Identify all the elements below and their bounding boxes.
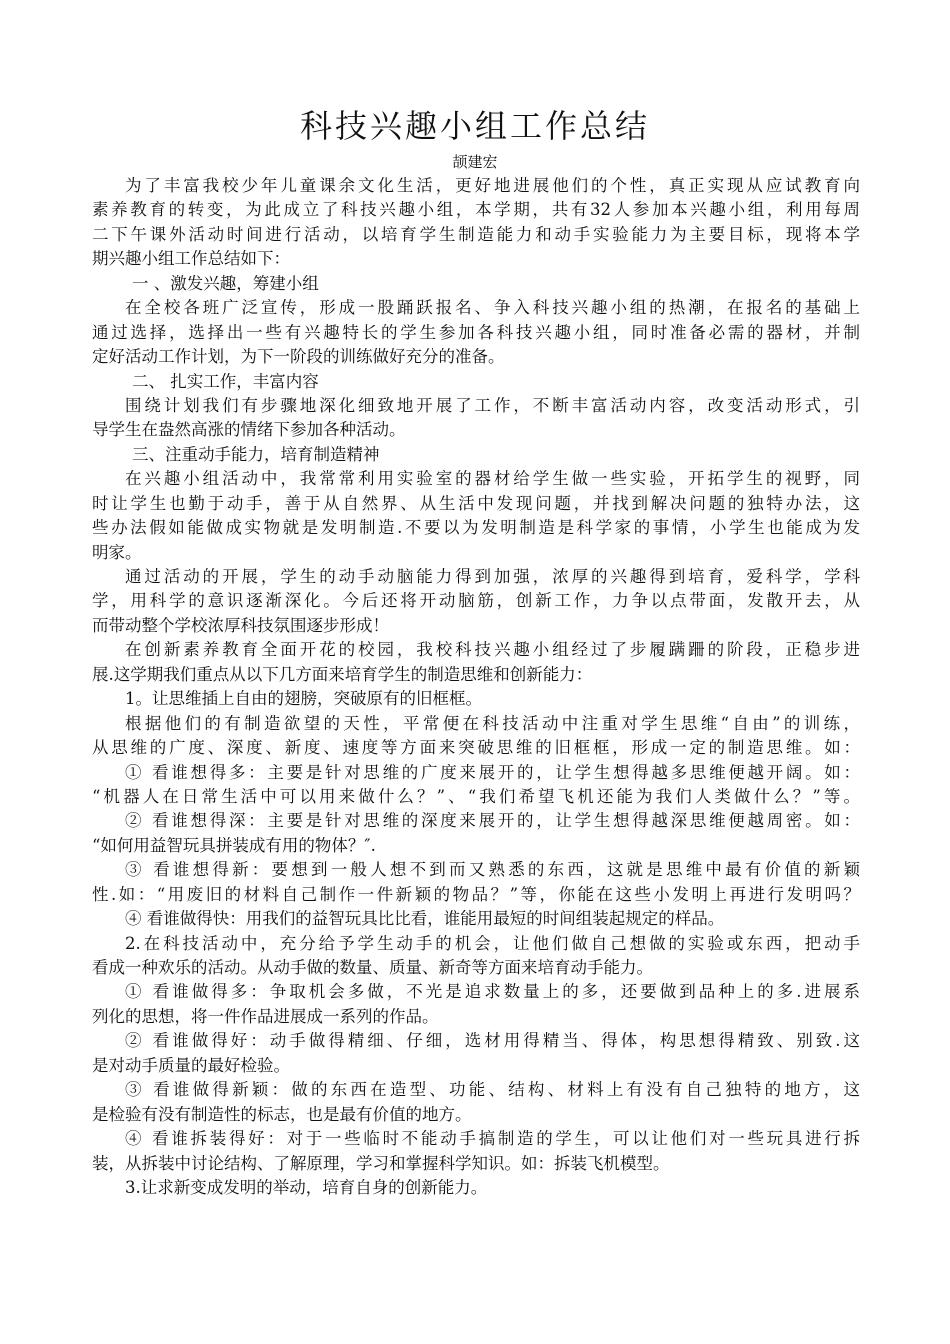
text-line: 一 、激发兴趣，筹建小组: [132, 273, 319, 293]
text-line: 1。让思维插上自由的翅膀，突破原有的旧框框。: [125, 689, 482, 709]
text-line: 性.如：“用废旧的材料自己制作一件新颖的物品？”等，你能在这些小发明上再进行发明吗？: [92, 884, 860, 904]
document-author: 颉建宏: [452, 153, 498, 171]
text-line: 而带动整个学校浓厚科技氛围逐步形成！: [92, 615, 389, 635]
text-line: “如何用益智玩具拼装成有用的物体？″.: [92, 835, 376, 855]
text-line: 定好活动工作计划，为下一阶段的训练做好充分的准备。: [92, 347, 505, 367]
text-line: 在全校各班广泛宣传，形成一股踊跃报名、争入科技兴趣小组的热潮，在报名的基础上: [125, 298, 860, 318]
text-line: 根据他们的有制造欲望的天性，平常便在科技活动中注重对学生思维“自由”的训练，: [125, 713, 860, 733]
text-line: 看成一种欢乐的活动。从动手做的数量、质量、新奇等方面来培育动手能力。: [92, 958, 653, 977]
text-line: ① 看谁做得多：争取机会多做，不光是追求数量上的多，还要做到品种上的多.进展系: [125, 982, 860, 1002]
text-line: 二下午课外活动时间进行活动，以培育学生制造能力和动手实验能力为主要目标，现将本学: [92, 224, 860, 244]
text-line: 通过活动的开展，学生的动手动脑能力得到加强，浓厚的兴趣得到培育，爱科学，学科: [125, 567, 860, 586]
text-line: 在创新素养教育全面开花的校园，我校科技兴趣小组经过了步履蹒跚的阶段，正稳步进: [125, 640, 860, 660]
text-line: 是检验有没有制造性的标志，也是最有价值的地方。: [92, 1104, 472, 1124]
text-line: ④ 看谁拆装得好：对于一些临时不能动手搞制造的学生，可以让他们对一些玩具进行拆: [125, 1129, 860, 1149]
text-line: 为了丰富我校少年儿童课余文化生活，更好地进展他们的个性，真正实现从应试教育向: [125, 176, 860, 195]
text-line: 些办法假如能做成实物就是发明制造.不要以为发明制造是科学家的事情，小学生也能成为发: [92, 518, 860, 538]
text-line: 列化的思想，将一件作品进展成一系列的作品。: [92, 1006, 439, 1026]
text-line: ② 看谁做得好：动手做得精细、仔细，选材用得精当、得体，构思想得精致、别致.这: [125, 1031, 860, 1051]
text-line: 2.在科技活动中，充分给予学生动手的机会，让他们做自己想做的实验或东西，把动手: [125, 933, 860, 953]
text-line: ③ 看谁想得新：要想到一般人想不到而又熟悉的东西，这就是思维中最有价值的新颖: [125, 860, 860, 880]
text-line: 是对动手质量的最好检验。: [92, 1055, 290, 1075]
text-line: 通过选择，选择出一些有兴趣特长的学生参加各科技兴趣小组，同时准备必需的器材，并制: [92, 322, 860, 342]
text-line: 3.让求新变成发明的举动，培育自身的创新能力。: [125, 1177, 488, 1197]
text-line: ④ 看谁做得快：用我们的益智玩具比比看，谁能用最短的时间组装起规定的样品。: [125, 909, 725, 929]
text-line: ① 看谁想得多：主要是针对思维的广度来展开的，让学生想得越多思维便越开阔。如：: [125, 762, 860, 782]
text-line: 期兴趣小组工作总结如下：: [92, 249, 290, 269]
text-line: 围绕计划我们有步骤地深化细致地开展了工作，不断丰富活动内容，改变活动形式，引: [125, 395, 860, 415]
text-line: 在兴趣小组活动中，我常常利用实验室的器材给学生做一些实验，开拓学生的视野，同: [125, 469, 860, 489]
text-line: ③ 看谁做得新颖：做的东西在造型、功能、结构、材料上有没有自己独特的地方，这: [125, 1080, 860, 1100]
text-line: 明家。: [92, 542, 142, 562]
text-line: 二、 扎实工作，丰富内容: [132, 371, 319, 391]
text-line: “机器人在日常生活中可以用来做什么？”、“我们希望飞机还能为我们人类做什么？”等。: [92, 786, 860, 806]
text-line: 装，从拆装中讨论结构、了解原理，学习和掌握科学知识。如：拆装飞机模型。: [92, 1153, 670, 1173]
document-title: 科技兴趣小组工作总结: [299, 107, 650, 145]
text-line: 从思维的广度、深度、新度、速度等方面来突破思维的旧框框，形成一定的制造思维。如：: [92, 738, 860, 758]
text-line: 时让学生也勤于动手，善于从自然界、从生活中发现问题，并找到解决问题的独特办法，这: [92, 493, 860, 513]
text-line: 三、注重动手能力，培育制造精神: [132, 444, 380, 464]
text-line: ② 看谁想得深：主要是针对思维的深度来展开的，让学生想得越深思维便越周密。如：: [125, 811, 860, 831]
text-line: 素养教育的转变，为此成立了科技兴趣小组，本学期，共有32人参加本兴趣小组，利用每周: [92, 200, 860, 220]
text-line: 学，用科学的意识逐渐深化。今后还将开动脑筋，创新工作，力争以点带面，发散开去，从: [92, 591, 860, 611]
text-line: 导学生在盎然高涨的情绪下参加各种活动。: [92, 420, 406, 440]
text-line: 展.这学期我们重点从以下几方面来培育学生的制造思维和创新能力：: [92, 664, 593, 684]
document-body: [92, 174, 860, 1200]
